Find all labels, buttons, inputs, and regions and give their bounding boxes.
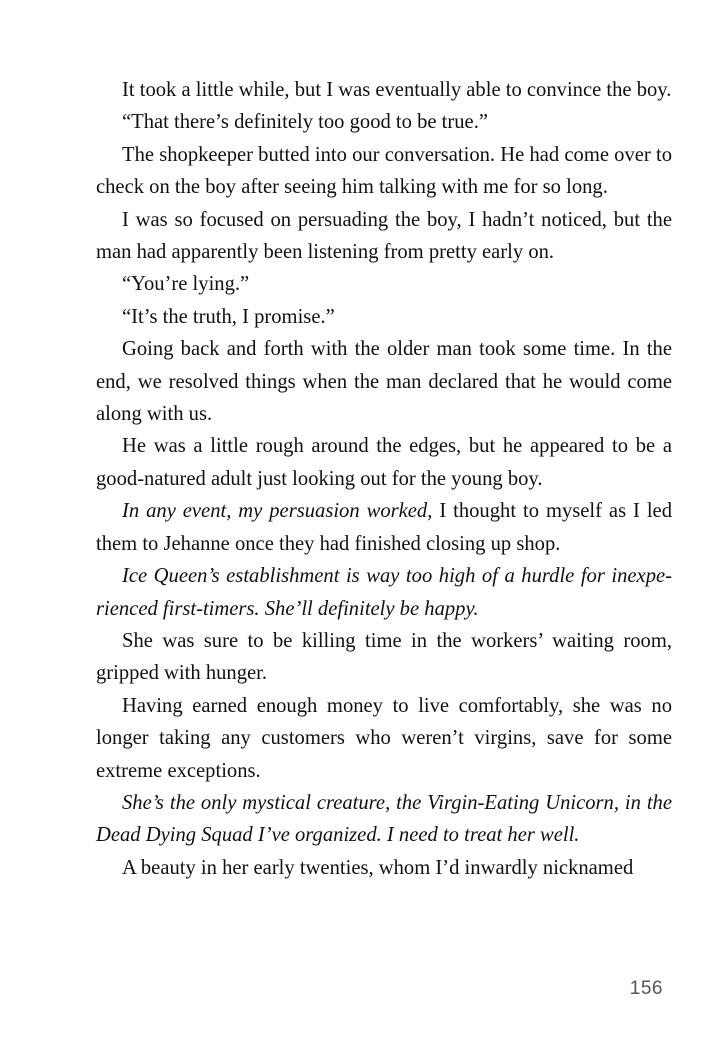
italic-thought-paragraph: She’s the only mystical creature, the Virgin-Eating Unicorn, in the Dead Dying Squad I’ve organized. I need to treat her well. (96, 791, 672, 847)
paragraph-mixed (96, 495, 672, 560)
paragraph: Going back and forth with the older man took some time. In the end, we resolved things when the man declared that he would come along with us. (96, 338, 672, 426)
dialogue-paragraph: “It’s the truth, I promise.” (122, 305, 335, 328)
dialogue-paragraph: “That there’s definitely too good to be true.” (122, 111, 488, 134)
italic-thought: In any event, my persuasion worked, (122, 500, 433, 523)
paragraph: She was sure to be killing time in the workers’ waiting room, gripped with hunger. (96, 629, 672, 685)
paragraph: Having earned enough money to live comfortably, she was no longer taking any customers who weren’t virgins, save for some extreme exceptions. (96, 694, 672, 782)
paragraph: The shopkeeper butted into our conversation. He had come over to check on the boy after seeing him talking with me for so long. (96, 143, 672, 199)
dialogue-paragraph: “You’re lying.” (122, 273, 250, 296)
page-number: 156 (629, 978, 663, 999)
paragraph: He was a little rough around the edges, but he appeared to be a good-natured adult just looking out for the young boy. (96, 435, 672, 490)
body-text (96, 74, 672, 884)
paragraph-rest: I thought to myself as I led them to Jehanne once they had finished closing up shop. (96, 500, 672, 555)
paragraph: I was so focused on persuading the boy, I hadn’t noticed, but the man had apparently been listening from pretty early on. (96, 208, 672, 264)
paragraph: A beauty in her early twenties, whom I’d inwardly nicknamed (122, 856, 634, 879)
paragraph: It took a little while, but I was eventually able to convince the boy. (122, 79, 672, 101)
italic-thought-paragraph: Ice Queen’s establishment is way too high of a hurdle for inexperienced first-timers. She’ll definitely be happy. (96, 565, 672, 620)
